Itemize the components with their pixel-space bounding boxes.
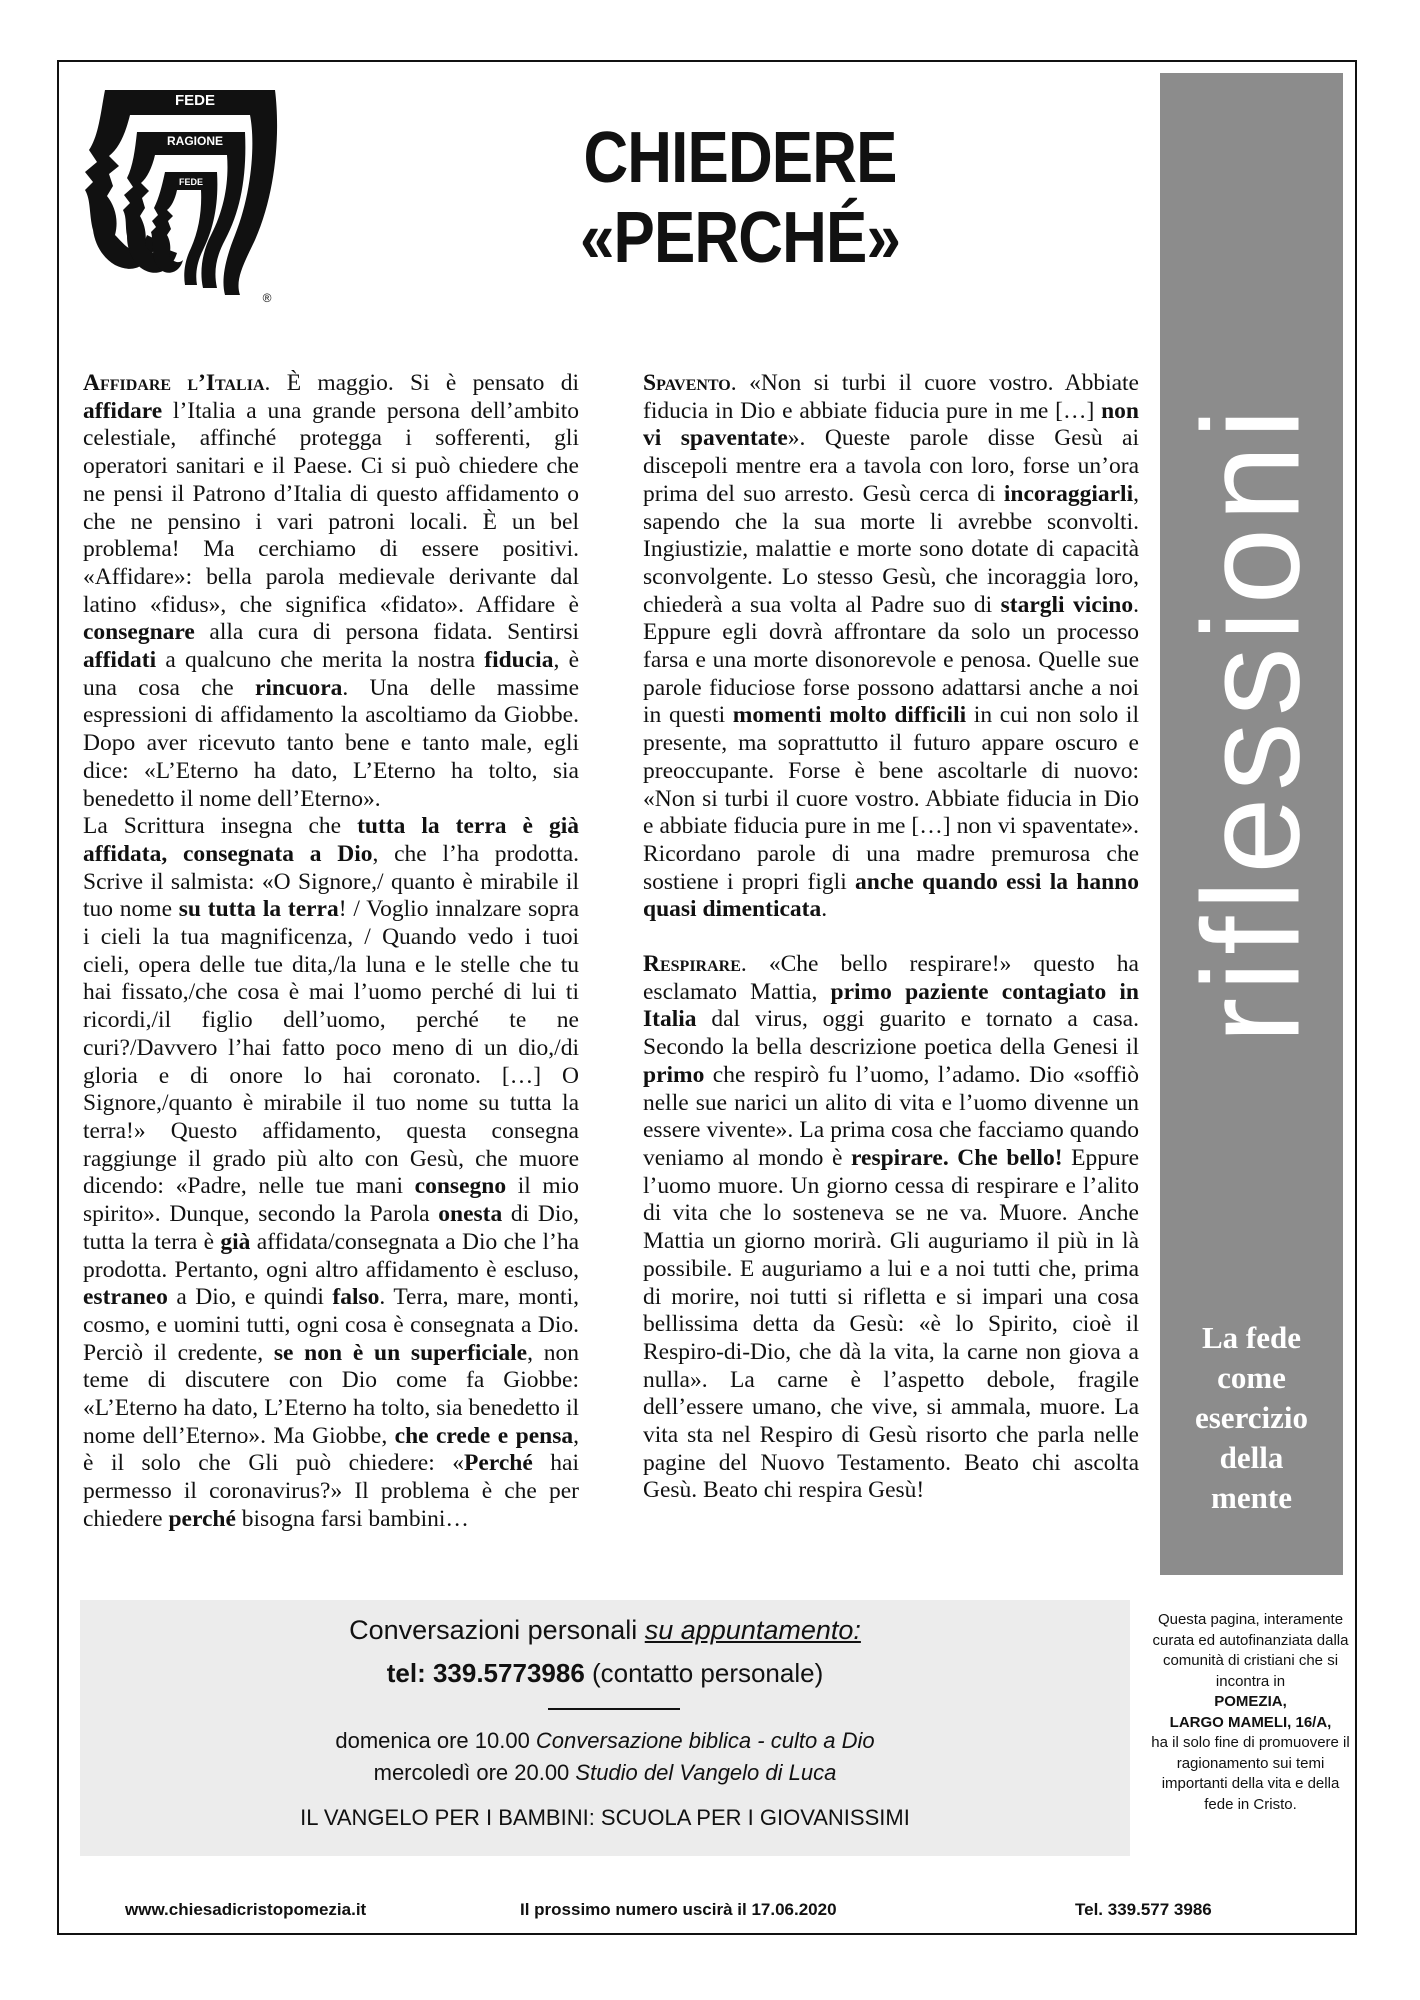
text-run: La Scrittura insegna che bbox=[83, 813, 358, 840]
text-run: a Dio, e quindi bbox=[167, 1284, 333, 1311]
text-run: . «Non si turbi il cuore vostro. Abbiate fiducia in Dio e abbiate fiducia pure in me […] bbox=[643, 370, 1139, 424]
footer-phone[interactable]: Tel. 339.577 3986 bbox=[1075, 1900, 1212, 1919]
text-run: bisogna farsi bambini… bbox=[235, 1505, 469, 1532]
note-text: ha il solo fine di promuovere il ragionamento sui temi importanti della vita e della fede in Cristo. bbox=[1151, 1734, 1350, 1813]
text-run: , sapendo che la sua morte li avrebbe sconvolti. Ingiustizie, malattie e morte sono dotate di capacità sconvolgente. Lo stesso Gesù, che incoraggia loro, chiederà a sua volta al Padre suo di bbox=[643, 480, 1139, 618]
phone-line bbox=[80, 1658, 1130, 1689]
section-spavento bbox=[643, 370, 1139, 924]
text-run: ». Queste parole disse Gesù ai discepoli mentre era a tavola con loro, forse un’ora prima del suo arresto. Gesù cerca di bbox=[643, 425, 1139, 507]
emphasis: falso bbox=[332, 1284, 380, 1311]
emphasis: stargli vicino bbox=[1000, 591, 1134, 618]
text-run: ! / Voglio innalzare sopra i cieli la tua magnificenza, / Quando vedo i tuoi cieli, opera delle tue dita,/la luna e le stelle che tu hai fissato,/che cosa è mai l’uomo perché di lui ti ricordi,/il figlio dell’uomo, perché te ne curi?/Davvero l’hai fatto poco meno di un dio,/di gloria e di onore lo hai coronato. […] O Signore,/quanto è mirabile il tuo nome su tutta la terra!» Questo affidamento, questa consegna raggiunge il grado più alto con Gesù, che muore dicendo: «Padre, nelle tue mani bbox=[83, 896, 579, 1200]
section-lead-spavento: Spavento bbox=[643, 370, 731, 396]
text-run: hai permesso il coronavirus?» Il problema è che per chiedere bbox=[83, 1450, 579, 1532]
emphasis: respirare. Che bello! bbox=[851, 1144, 1063, 1171]
emphasis: tutta la terra è già affidata, consegnata a Dio bbox=[83, 813, 579, 867]
logo-word-fede-top: FEDE bbox=[174, 92, 216, 109]
text-run: alla cura di persona fidata. Sentirsi bbox=[194, 619, 579, 646]
emphasis: rincuora bbox=[254, 674, 343, 701]
website-link[interactable]: www.chiesadicristopomezia.it bbox=[125, 1900, 367, 1919]
tagline-line: esercizio bbox=[1194, 1400, 1309, 1435]
schedule-activity: Conversazione biblica - culto a Dio bbox=[535, 1728, 875, 1753]
emphasis: su tutta la terra bbox=[178, 896, 339, 923]
phone-note: (contatto personale) bbox=[584, 1658, 824, 1688]
page-title bbox=[482, 118, 998, 278]
schedule-time: domenica ore 10.00 bbox=[335, 1728, 536, 1753]
text-run: Eppure l’uomo muore. Un giorno cessa di respirare e l’alito di vita che lo sosteneva se ne va. Muore. Anche Mattia un giorno morirà. Gli auguriamo il più in là possibile. E auguriamo a lui e a noi tutti che, prima di morire, noi tutti si rifletta e si impari una cosa bellissima detta da Gesù: «è lo Spirito, cioè il Respiro-di-Dio, che dà la vita, la carne non giova a nulla». La carne è l’aspetto debole, fragile dell’essere umano, che vive, si ammala, muore. La vita sta nel Respiro di Gesù risorto che parla nelle pagine del Nuovo Testamento. Beato chi ascolta Gesù. Beato chi respira Gesù! bbox=[643, 1144, 1139, 1504]
text-run: . Terra, mare, monti, cosmo, e uomini tutti, ogni cosa è consegnata a Dio. Perciò il credente, bbox=[83, 1284, 579, 1366]
emphasis: perché bbox=[168, 1505, 236, 1532]
text-run: . Eppure egli dovrà affrontare da solo un processo farsa e una morte disonorevole e penosa. Quelle sue parole fiduciose forse possono adattarsi anche a noi in questi bbox=[643, 591, 1139, 729]
article-column-right bbox=[643, 370, 1139, 1505]
text-run: , è una cosa che bbox=[83, 647, 579, 701]
section-lead-affidare: Affidare l’Italia bbox=[83, 370, 265, 396]
tagline-line: mente bbox=[1211, 1480, 1292, 1515]
emphasis: consegnare bbox=[83, 619, 195, 646]
text-run: . Una delle massime espressioni di affidamento la ascoltiamo da Giobbe. Dopo aver ricevuto tanto bene e tanto male, egli dice: «L’Eterno ha dato, L’Eterno ha tolto, sia benedetto il nome dell’Eterno». bbox=[83, 674, 579, 812]
logo-word-ragione-1: RAGIONE bbox=[166, 134, 224, 148]
note-text: Questa pagina, interamente curata ed autofinanziata dalla comunità di cristiani che si incontra in bbox=[1152, 1611, 1349, 1690]
emphasis: primo paziente contagiato in Italia bbox=[643, 978, 1139, 1033]
schedule-wednesday bbox=[80, 1760, 1130, 1786]
emphasis: incoraggiarli bbox=[1003, 480, 1134, 507]
emphasis: fiducia bbox=[484, 647, 554, 674]
schedule-time: mercoledì ore 20.00 bbox=[373, 1760, 576, 1785]
sidebar-banner bbox=[1160, 73, 1343, 1575]
emphasis: non vi spaventate bbox=[643, 397, 1139, 452]
emphasis: onesta bbox=[438, 1201, 503, 1228]
logo bbox=[85, 90, 285, 305]
text-run: . È maggio. Si è pensato di bbox=[264, 370, 579, 396]
text-run: di Dio, tutta la terra è bbox=[83, 1201, 579, 1255]
appointment-underlined: su appuntamento: bbox=[644, 1615, 861, 1645]
text-run: dal virus, oggi guarito e tornato a casa. Secondo la bella descrizione poetica della Genesi il bbox=[643, 1006, 1139, 1061]
schedule-activity: Studio del Vangelo di Luca bbox=[575, 1760, 837, 1785]
paragraph-scrittura bbox=[83, 813, 579, 1533]
sidebar-tagline bbox=[1160, 1318, 1343, 1518]
section-affidare bbox=[83, 370, 579, 813]
text-run: che respirò fu l’uomo, l’adamo. Dio «soffiò nelle sue narici un alito di vita e l’uomo divenne un essere vivente». La prima cosa che facciamo quando veniamo al mondo è bbox=[643, 1061, 1139, 1171]
text-run: , è il solo che Gli può chiedere: « bbox=[83, 1422, 579, 1477]
text-run: in cui non solo il presente, ma soprattutto il futuro appare oscuro e preoccupante. Forse è bene ascoltarle di nuovo: «Non si turbi il cuore vostro. Abbiate fiducia in Dio e abbiate fiducia pure in me […] non vi spaventate». Ricordano parole di una madre premurosa che sostiene i propri figli bbox=[643, 702, 1139, 895]
contact-info-box bbox=[80, 1600, 1130, 1856]
emphasis: anche quando essi la hanno quasi dimenticata bbox=[643, 868, 1139, 923]
appointment-text: Conversazioni personali bbox=[349, 1615, 645, 1645]
emphasis: affidati bbox=[83, 647, 157, 674]
note-place-address: LARGO MAMELI, 16/A, bbox=[1169, 1713, 1332, 1731]
faces-silhouette-logo-icon bbox=[85, 90, 285, 305]
title-line-2: «PERCHÉ» bbox=[579, 198, 901, 278]
text-run: , che l’ha prodotta. Scrive il salmista: «O Signore,/ quanto è mirabile il tuo nome bbox=[83, 840, 579, 923]
sidebar-vertical-word: riflessioni bbox=[1174, 402, 1328, 1044]
section-respirare bbox=[643, 951, 1139, 1505]
phone-number[interactable]: tel: 339.5773986 bbox=[386, 1658, 585, 1688]
tagline-line: come bbox=[1217, 1360, 1286, 1395]
section-lead-respirare: Respirare bbox=[643, 951, 741, 978]
schedule-sunday bbox=[80, 1728, 1130, 1754]
divider bbox=[548, 1708, 680, 1710]
text-run: . «Che bello respirare!» questo ha esclamato Mattia, bbox=[643, 951, 1139, 1005]
logo-word-fede-bottom: FEDE bbox=[178, 177, 204, 187]
article-column-left bbox=[83, 370, 579, 1534]
logo-word-ragione-2: RAGIONE bbox=[169, 158, 221, 170]
emphasis: momenti molto difficili bbox=[732, 702, 967, 729]
next-issue: Il prossimo numero uscirà il 17.06.2020 bbox=[520, 1900, 837, 1919]
emphasis: Perché bbox=[464, 1450, 533, 1477]
title-line-1: CHIEDERE bbox=[583, 118, 897, 198]
note-place-city: POMEZIA, bbox=[1214, 1693, 1287, 1710]
emphasis: estraneo bbox=[83, 1284, 168, 1311]
text-run: affidata/consegnata a Dio che l’ha prodotta. Pertanto, ogni altro affidamento è escluso, bbox=[83, 1228, 580, 1283]
emphasis: già bbox=[220, 1228, 251, 1255]
text-run: , non teme di discutere con Dio come fa Giobbe: «L’Eterno ha dato, L’Eterno ha tolto, sia benedetto il nome dell’Eterno». Ma Giobbe, bbox=[83, 1339, 579, 1449]
text-run: a qualcuno che merita la nostra bbox=[156, 647, 485, 674]
emphasis: affidare bbox=[83, 397, 163, 424]
tagline-line: La fede bbox=[1201, 1320, 1301, 1355]
registered-mark: ® bbox=[262, 291, 272, 305]
text-run: l’Italia a una grande persona dell’ambito celestiale, affinché protegga i sofferenti, gli operatori sanitari e il Paese. Ci si può chiedere che ne pensi il Patrono d’Italia di questo affidamento o che ne pensino i vari patroni locali. È un bel problema! Ma cerchiamo di essere positivi. «Affidare»: bella parola medievale derivante dal latino «fidus», che significa «fidato». Affidare è bbox=[83, 397, 579, 618]
tagline-line: della bbox=[1219, 1440, 1284, 1475]
emphasis: consegno bbox=[414, 1173, 507, 1200]
text-run: . bbox=[821, 896, 828, 923]
community-note bbox=[1148, 1610, 1353, 1815]
emphasis: se non è un superficiale bbox=[273, 1339, 528, 1366]
text-run: il mio spirito». Dunque, secondo la Parola bbox=[83, 1173, 579, 1228]
children-program: IL VANGELO PER I BAMBINI: SCUOLA PER I GIOVANISSIMI bbox=[300, 1805, 910, 1830]
emphasis: che crede e pensa bbox=[394, 1422, 574, 1449]
appointment-line bbox=[80, 1615, 1130, 1646]
emphasis: primo bbox=[643, 1061, 705, 1088]
